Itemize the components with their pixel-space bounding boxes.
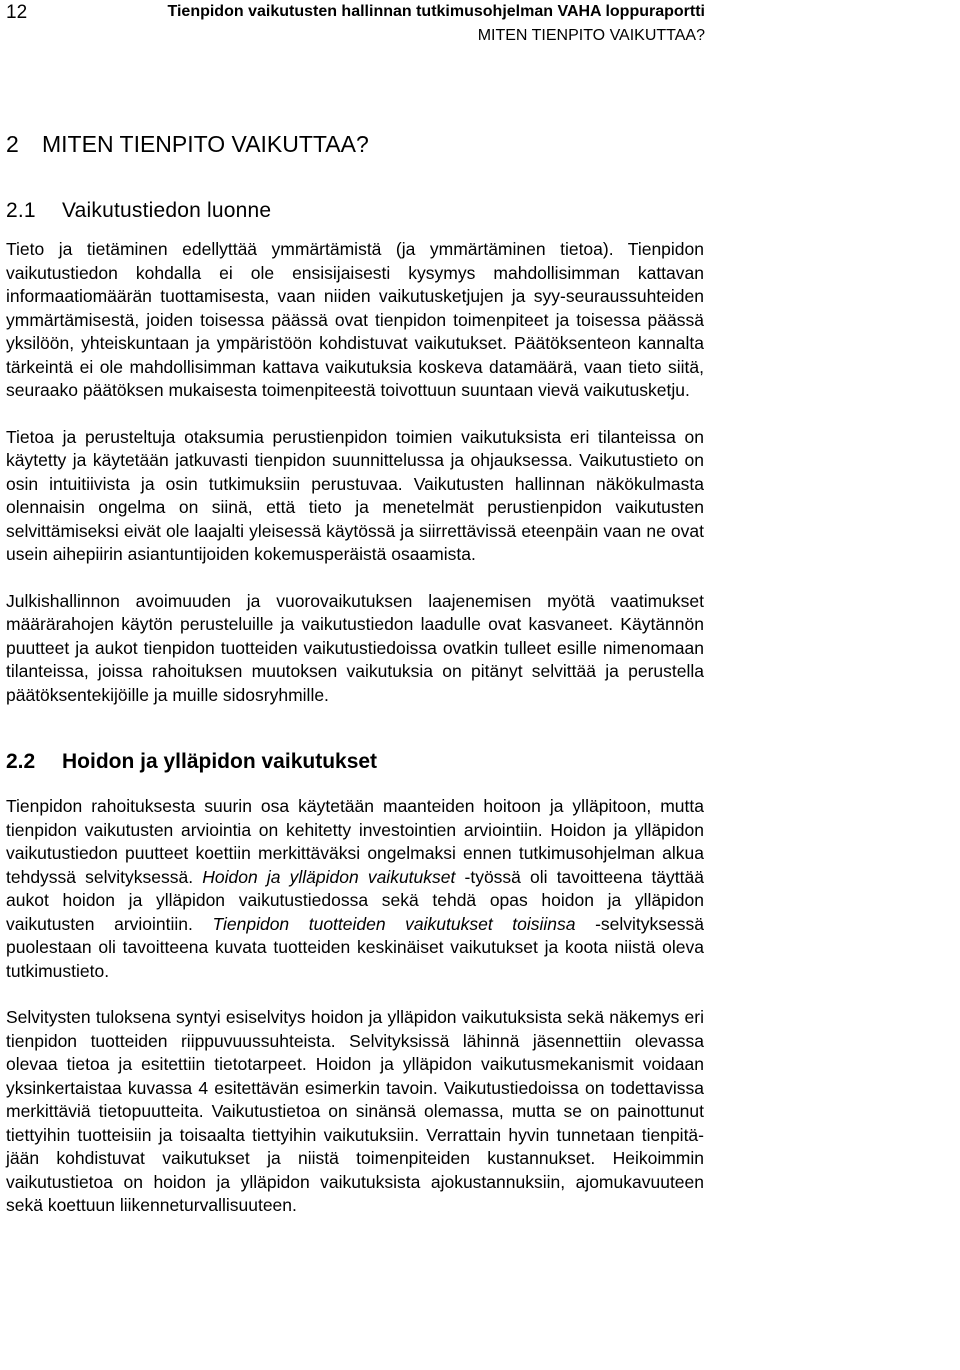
section-number: 2.1 — [6, 199, 36, 222]
paragraph: Julkishallinnon avoimuuden ja vuorovaikutuksen laajenemisen myötä vaatimukset määrärahojen käytön perusteluille ja vaikutustiedon laadulle ovat kasvaneet. Käytännön puutteet ja aukot tienpidon tuotteiden vaikutustiedoissa ovatkin tulleet esille nimenomaan tilanteissa, joissa rahoituksen muutoksen vaikutuksia on pitänyt selvittää ja perustella päätöksentekijöille ja muille sidosryhmille. — [6, 590, 704, 705]
report-name-italic: Tienpidon tuotteiden vaikutukset toisiinsa — [212, 913, 576, 934]
chapter-title: MITEN TIENPITO VAIKUTTAA? — [42, 131, 369, 157]
paragraph: Selvitysten tuloksena syntyi esiselvitys hoidon ja ylläpidon vaikutuksista sekä näkemys eri tienpidon tuotteiden riippuvuussuhteista. Selvityksissä lähinnä jäsennettiin olevassa olevaa tietoa ja esitettiin tietotarpeet. Hoidon ja ylläpidon vaikutusmekanismit voidaan yksinkertaistaa kuvassa 4 esitettävän esimerkin tavoin. Vaikutustiedoissa on todettavissa merkittäviä tietopuutteita. Vaikutustietoa on sinänsä olemassa, mutta se on painottunut tiettyihin tuotteisiin ja toisaalta tiettyihin vaikutuksiin. Verrattain hyvin tunnetaan tienpitäjään kohdistuvat vaikutukset ja niistä toimenpiteiden kustannukset. Heikoimmin vaikutustietoa on hoidon ja ylläpidon vaikutuksista ajokustannuksiin, ajomukavuuteen sekä koettuun liikenneturvallisuuteen. — [6, 1007, 704, 1215]
paragraph-text: -selvityksessä puolestaan oli tavoitteena kuvata tuotteiden keskinäiset vaikutukset ja koota niistä oleva tutkimustieto. — [6, 913, 704, 981]
chapter-heading — [6, 128, 704, 160]
report-title: Tienpidon vaikutusten hallinnan tutkimusohjelman VAHA loppuraportti — [167, 3, 705, 20]
page-number: 12 — [6, 2, 28, 23]
section-heading-2-2 — [6, 747, 704, 777]
section-number: 2.2 — [6, 750, 36, 773]
running-head — [167, 0, 705, 48]
paragraph — [6, 795, 704, 983]
paragraph: Tietoa ja perusteltuja otaksumia perustienpidon toimien vaikutuksista eri tilanteissa on käytetty ja käytetään jatkuvasti tienpidon suunnittelussa ja ohjauksessa. Vaikutustieto on osin intuitiivista ja osin tutkimuksiin perustuvaa. Vaikutusten hallinnan näkökulmasta olennaisin ongelma on siinä, että tieto ja menetelmät perustienpidon vaikutusten selvittämiseksi eivät ole laajalti yleisessä käytössä ja siirrettävissä eteenpäin vaan ne ovat usein aihepiirin asiantuntijoiden kokemusperäistä osaamista. — [6, 426, 704, 564]
section-2-2 — [6, 747, 704, 1218]
running-chapter-title: MITEN TIENPITO VAIKUTTAA? — [477, 27, 705, 44]
section-heading-2-1 — [6, 196, 704, 226]
report-name-italic: Hoidon ja ylläpidon vaikutukset — [202, 866, 456, 887]
paragraph: Tieto ja tietäminen edellyttää ymmärtämistä (ja ymmärtäminen tietoa). Tienpidon vaikutustiedon kohdalla ei ole ensisijaisesti kysymys mahdollisimman kattavan informaatiomäärän tuottamisesta, vaan niiden vaikutusketjujen ja syy-seuraussuhteiden ymmärtämisestä, joiden toisessa päässä ovat tienpidon toimenpiteet ja toisessa päässä yksilöön, yhteiskuntaan ja ympäristöön kohdistuvat vaikutukset. Päätöksenteon kannalta tärkeintä ei ole mahdollisimman kattava vaikutuksia koskeva datamäärä, vaan tieto siitä, seuraako päätöksen mukaisesta toimenpiteestä toivottuun suuntaan vievä vaikutusketju. — [6, 239, 704, 400]
section-title: Hoidon ja ylläpidon vaikutukset — [62, 750, 378, 773]
section-title: Vaikutustiedon luonne — [62, 199, 272, 222]
paragraph-text: Tienpidon rahoituksesta suurin osa käytetään maanteiden hoitoon ja ylläpitoon, mutta tienpidon vaikutusten arviointia on kehitetty investointien arviointiin. Hoidon ja ylläpidon vaikutustiedon puutteet koettiin merkittäväksi ongelmaksi ennen tutkimusohjelman alkua tehdyssä selvityksessä. — [6, 796, 704, 887]
document-body — [6, 128, 704, 1218]
paragraph-text: -työssä oli tavoitteena täyttää aukot hoidon ja ylläpidon vaikutustiedossa sekä tehdä opas hoidon ja ylläpidon vaikutusten arviointiin. — [6, 866, 704, 934]
chapter-number: 2 — [6, 131, 19, 157]
